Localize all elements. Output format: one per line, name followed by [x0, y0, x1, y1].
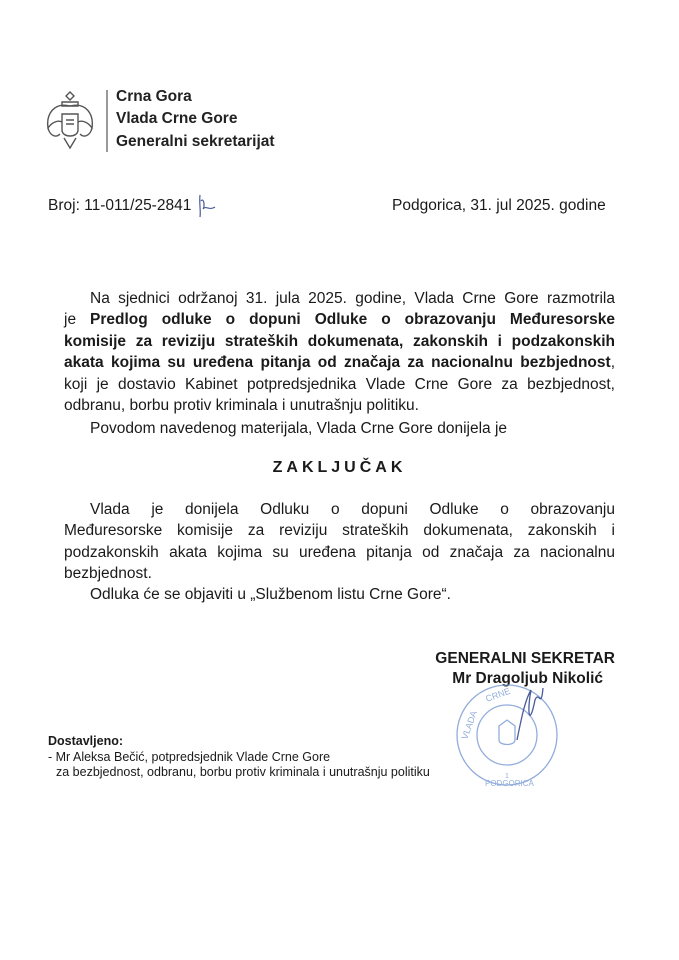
signatory-name: Mr Dragoljub Nikolić	[452, 670, 603, 687]
text-line: bezbjednost.	[64, 565, 152, 582]
text-line	[64, 309, 615, 330]
initials-mark	[197, 193, 219, 224]
svg-text:CRNE: CRNE	[484, 685, 512, 704]
place-date: Podgorica, 31. jul 2025. godine	[392, 197, 606, 214]
header-secretariat: Generalni sekretarijat	[116, 133, 275, 150]
delivered-label: Dostavljeno:	[48, 734, 124, 748]
recipient-line: za bezbjednost, odbranu, borbu protiv kriminala i unutrašnju politiku	[56, 765, 430, 779]
svg-text:VLADA: VLADA	[459, 709, 479, 741]
signatory-title: GENERALNI SEKRETAR	[435, 650, 615, 667]
conclusion-title: ZAKLJUČAK	[272, 459, 407, 476]
header-country: Crna Gora	[116, 88, 192, 105]
recipient-line: - Mr Aleksa Bečić, potpredsjednik Vlade Crne Gore	[48, 750, 331, 764]
proposal-title: Predlog odluke o dopuni Odluke o obrazovanju Međuresorske	[90, 311, 616, 328]
text-line: Međuresorske komisije za reviziju strateških dokumenata, zakonskih i	[64, 522, 615, 539]
official-stamp	[447, 680, 567, 795]
text-line: koji je dostavio Kabinet potpredsjednika Vlade Crne Gore za bezbjednost,	[64, 376, 615, 393]
paragraph-adopted: Povodom navedenog materijala, Vlada Crne Gore donijela je	[90, 420, 508, 437]
text: je	[64, 311, 91, 328]
text-line: Vlada je donijela Odluku o dopuni Odluke o obrazovanju	[90, 501, 615, 518]
header-government: Vlada Crne Gore	[116, 110, 238, 127]
text: ,	[610, 354, 615, 371]
text-line: podzakonskih akata kojima su uređena pitanja od značaja za nacionalnu	[64, 544, 615, 561]
svg-text:1: 1	[505, 773, 509, 780]
paragraph-publication: Odluka će se objaviti u „Službenom listu Crne Gore“.	[90, 586, 451, 603]
text-line	[64, 352, 615, 373]
text-line: Na sjednici održanoj 31. jula 2025. godine, Vlada Crne Gore razmotrila	[90, 290, 615, 307]
svg-text:PODGORICA: PODGORICA	[485, 779, 534, 788]
header-divider	[106, 90, 108, 152]
coat-of-arms-logo	[42, 88, 98, 159]
reference-number: Broj: 11-011/25-2841	[48, 197, 192, 214]
proposal-title: komisije za reviziju strateških dokumenata, zakonskih i podzakonskih	[64, 333, 615, 350]
proposal-title: akata kojima su uređena pitanja od značaja za nacionalnu bezbjednost	[64, 354, 611, 371]
text-line: odbranu, borbu protiv kriminala i unutrašnju politiku.	[64, 397, 419, 414]
